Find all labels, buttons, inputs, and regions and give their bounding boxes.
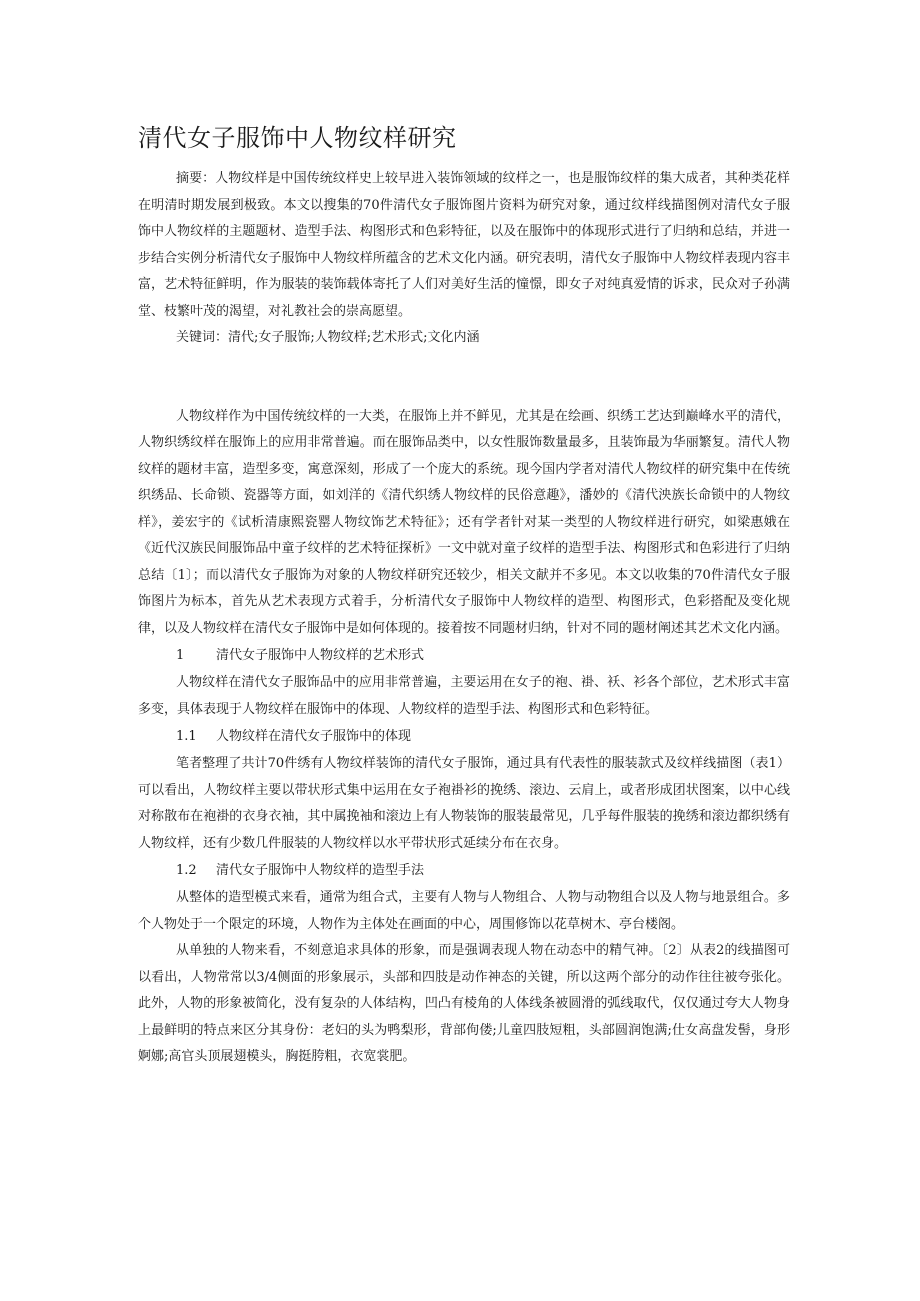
section-1-2-paragraph-1: 从整体的造型模式来看，通常为组合式，主要有人物与人物组合、人物与动物组合以及人物与地景组合。多个人物处于一个限定的环境，人物作为主体处在画面的中心，周围修饰以花草树木、亭台楼阁。 [138,890,790,932]
section-1-paragraph: 人物纹样在清代女子服饰品中的应用非常普遍，主要运用在女子的袍、褂、袄、衫各个部位，艺术形式丰富多变，具体表现于人物纹样在服饰中的体现、人物纹样的造型手法、构图形式和色彩特征。 [138,675,790,717]
section-heading-1 [138,642,790,670]
paper-title: 清代女子服饰中人物纹样研究 [138,124,457,152]
section-heading-1-2 [138,857,790,885]
section-title: 人物纹样在清代女子服饰中的体现 [216,729,412,744]
document-page [138,120,790,1071]
section-number: 1.2 [176,863,197,878]
section-number: 1.1 [176,729,197,744]
abstract-paragraph: 摘要：人物纹样是中国传统纹样史上较早进入装饰领域的纹样之一，也是服饰纹样的集大成者，其种类花样在明清时期发展到极致。本文以搜集的70件清代女子服饰图片资料为研究对象，通过纹样线描图例对清代女子服饰中人物纹样的主题题材、造型手法、构图形式和色彩特征，以及在服饰中的体现形式进行了归纳和总结，并进一步结合实例分析清代女子服饰中人物纹样所蕴含的艺术文化内涵。研究表明，清代女子服饰中人物纹样表现内容丰富，艺术特征鲜明，作为服装的装饰载体寄托了人们对美好生活的憧憬，即女子对纯真爱情的诉求，民众对子孙满堂、枝繁叶茂的渴望，对礼教社会的崇高愿望。 [138,171,790,319]
section-heading-1-1 [138,723,790,751]
section-title: 清代女子服饰中人物纹样的造型手法 [216,863,425,878]
intro-paragraph: 人物纹样作为中国传统纹样的一大类，在服饰上并不鲜见，尤其是在绘画、织绣工艺达到巅峰水平的清代，人物织绣纹样在服饰上的应用非常普遍。而在服饰品类中，以女性服饰数量最多，且装饰最为华丽繁复。清代人物纹样的题材丰富，造型多变，寓意深刻，形成了一个庞大的系统。现今国内学者对清代人物纹样的研究集中在传统织绣品、长命锁、瓷器等方面，如刘洋的《清代织绣人物纹样的民俗意趣》，潘妙的《清代泱族长命锁中的人物纹样》，姜宏宇的《试析清康熙瓷罂人物纹饰艺术特征》；还有学者针对某一类型的人物纹样进行研究，如梁惠娥在《近代汉族民间服饰品中童子纹样的艺术特征探析》一文中就对童子纹样的造型手法、构图形式和色彩进行了归纳总结〔1〕；而以清代女子服饰为对象的人物纹样研究还较少，相关文献并不多见。本文以收集的70件清代女子服饰图片为标本，首先从艺术表现方式着手，分析清代女子服饰中人物纹样的造型、构图形式，色彩搭配及变化规律，以及人物纹样在清代女子服饰中是如何体现的。接着按不同题材归纳，针对不同的题材阐述其艺术文化内涵。 [138,408,790,636]
section-1-1-paragraph: 笔者整理了共计70件绣有人物纹样装饰的清代女子服饰，通过具有代表性的服装款式及纹样线描图（表1）可以看出，人物纹样主要以带状形式集中运用在女子袍褂衫的挽绣、滚边、云肩上，或者形成团状图案，以中心线对称散布在袍褂的衣身衣袖，其中属挽袖和滚边上有人物装饰的服装最常见，几乎每件服装的挽绣和滚边都织绣有人物纹样，还有少数几件服装的人物纹样以水平带状形式延续分布在衣身。 [138,756,790,851]
keywords-line: 关键词：清代;女子服饰;人物纹样;艺术形式;文化内涵 [176,330,480,345]
section-1-2-paragraph-2: 从单独的人物来看，不刻意追求具体的形象，而是强调表现人物在动态中的精气神。〔2〕从表2的线描图可以看出，人物常常以3/4侧面的形象展示，头部和四肢是动作神态的关键，所以这两个部分的动作往往被夸张化。此外，人物的形象被简化，没有复杂的人体结构，凹凸有棱角的人体线条被圆滑的弧线取代，仅仅通过夸大人物身上最鲜明的特点来区分其身份：老妇的头为鸭梨形，背部佝偻;儿童四肢短粗，头部圆润饱满;仕女高盘发髻，身形婀娜;高官头顶展翅模头，胸挺胯粗，衣宽裳肥。 [138,943,790,1064]
section-title: 清代女子服饰中人物纹样的艺术形式 [216,648,425,663]
section-number: 1 [176,648,185,663]
